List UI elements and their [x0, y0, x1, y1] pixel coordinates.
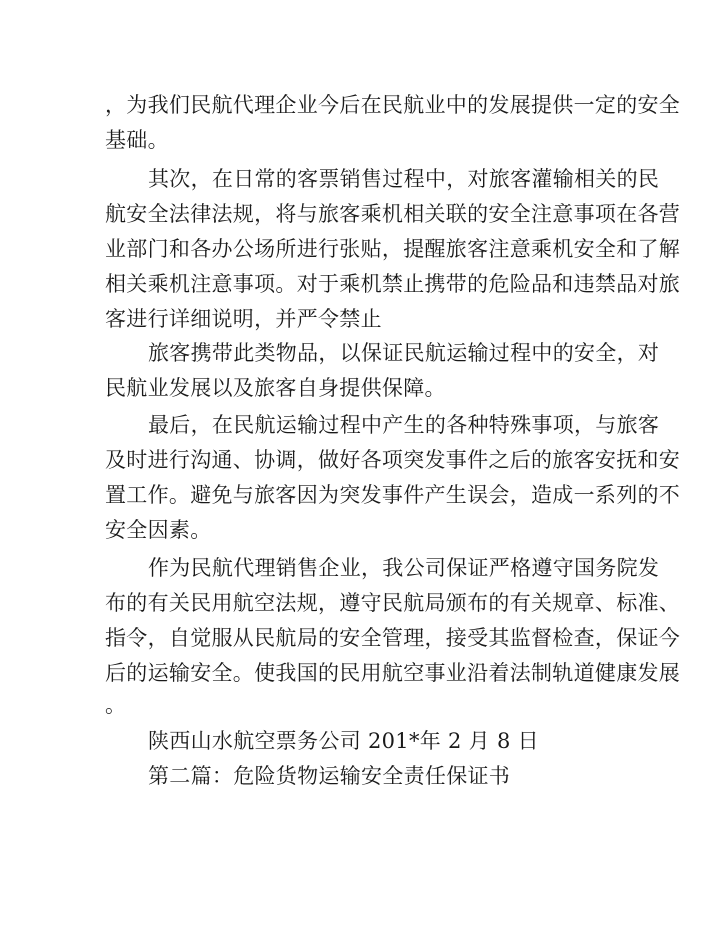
text-line-18: 。	[105, 693, 127, 717]
text-line-17: 后的运输安全。使我国的民用航空事业沿着法制轨道健康发展	[105, 661, 681, 685]
text-line-4: 航安全法律法规，将与旅客乘机相关联的安全注意事项在各营	[105, 202, 681, 226]
signature-line: 陕西山水航空票务公司 201*年 2 月 8 日	[148, 729, 539, 753]
text-line-7: 客进行详细说明，并严令禁止	[105, 307, 382, 331]
text-line-6: 相关乘机注意事项。对于乘机禁止携带的危险品和违禁品对旅	[105, 272, 681, 296]
text-line-16: 指令，自觉服从民航局的安全管理，接受其监督检查，保证今	[105, 626, 681, 650]
text-line-9: 民航业发展以及旅客自身提供保障。	[105, 376, 446, 400]
text-line-5: 业部门和各办公场所进行张贴，提醒旅客注意乘机安全和了解	[105, 237, 681, 261]
text-line-2: 基础。	[105, 128, 169, 152]
text-line-14: 作为民航代理销售企业，我公司保证严格遵守国务院发	[148, 556, 660, 580]
section-heading: 第二篇：危险货物运输安全责任保证书	[148, 764, 511, 788]
text-line-11: 及时进行沟通、协调，做好各项突发事件之后的旅客安抚和安	[105, 448, 681, 472]
text-line-8: 旅客携带此类物品，以保证民航运输过程中的安全，对	[148, 341, 660, 365]
text-line-15: 布的有关民用航空法规，遵守民航局颁布的有关规章、标准、	[105, 591, 681, 615]
text-line-12: 置工作。避免与旅客因为突发事件产生误会，造成一系列的不	[105, 483, 681, 507]
text-line-3: 其次，在日常的客票销售过程中，对旅客灌输相关的民	[148, 167, 660, 191]
text-line-13: 安全因素。	[105, 518, 212, 542]
text-line-1: ，为我们民航代理企业今后在民航业中的发展提供一定的安全	[105, 93, 681, 117]
text-line-10: 最后，在民航运输过程中产生的各种特殊事项，与旅客	[148, 413, 660, 437]
